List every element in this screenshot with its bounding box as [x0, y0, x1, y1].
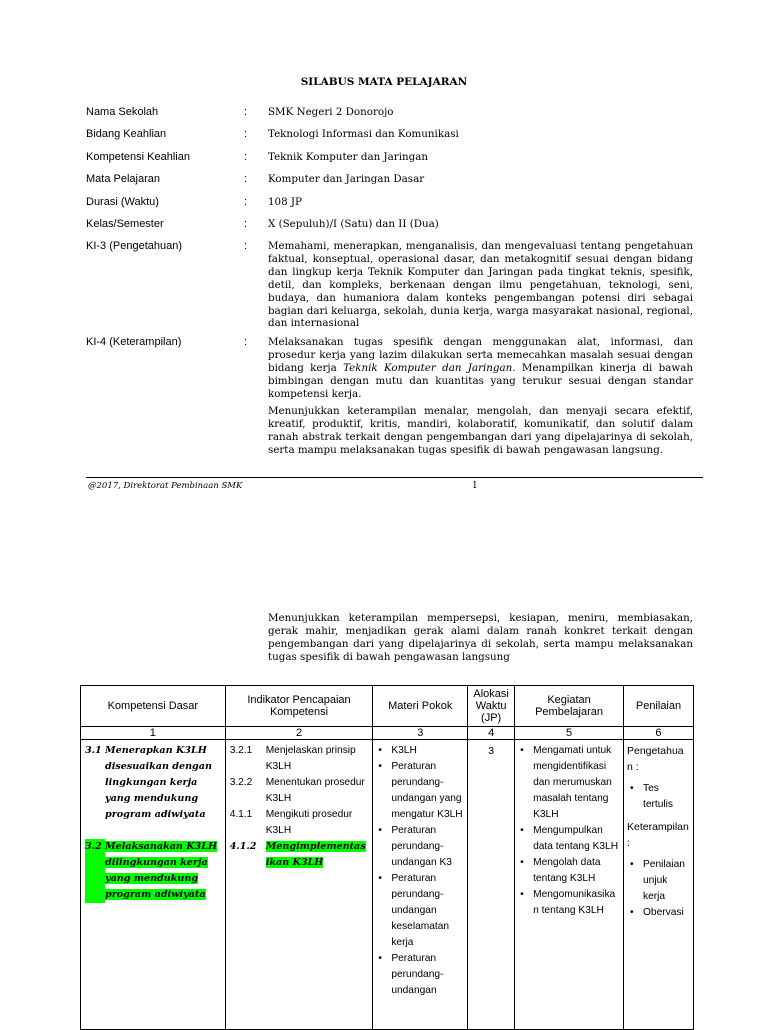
field-value: Teknologi Informasi dan Komunikasi	[268, 128, 459, 140]
ki4-p1-text-a: Melaksanakan tugas spesifik dengan menggunakan alat, informasi, dan prosedur kerja yang lazim dilakukan serta memecahkan masalah sesuai dengan bidang kerja	[268, 336, 693, 374]
penilaian-item: • Tes tertulis	[643, 781, 689, 813]
penilaian-keterampilan-list	[627, 857, 689, 921]
footer-page-number: 1	[472, 481, 478, 491]
field-colon: :	[244, 218, 248, 230]
table-number-row	[81, 727, 694, 740]
alokasi-value: 3	[488, 745, 495, 757]
document-title: SILABUS MATA PELAJARAN	[300, 76, 468, 88]
field-value: X (Sepuluh)/I (Satu) dan II (Dua)	[268, 218, 439, 230]
header-indikator: Indikator Pencapaian Kompetensi	[225, 686, 373, 727]
indikator-item	[230, 807, 369, 839]
field-label: KI-4 (Keterampilan)	[86, 336, 182, 348]
ki4-paragraph-3: Menunjukkan keterampilan mempersepsi, kesiapan, meniru, membiasakan, gerak mahir, menjadikan gerak alami dalam ranah konkret terkait dengan pengembangan dari yang dipelajarinya di sekolah, serta mampu melaksanakan tugas spesifik di bawah pengawasan langsung	[268, 612, 693, 663]
table-row	[81, 740, 694, 1030]
footer-divider	[86, 477, 703, 478]
indikator-item	[230, 743, 369, 775]
col-number: 3	[373, 727, 468, 740]
kd-item	[85, 743, 221, 823]
field-label: Kompetensi Keahlian	[86, 151, 190, 163]
materi-item: • Peraturan perundang-undangan K3	[391, 823, 463, 871]
ki4-paragraph-1	[268, 336, 693, 401]
header-kompetensi-dasar: Kompetensi Dasar	[81, 686, 226, 727]
cell-materi-pokok	[373, 740, 468, 1030]
indikator-number: 3.2.2	[229, 777, 253, 788]
materi-item: • Peraturan perundang-undangan keselamatan kerja	[391, 871, 463, 951]
kd-text: Melaksanakan K3LH dilingkungan kerja yang mendukung program adiwiyata	[105, 841, 218, 900]
indikator-number: 4.1.1	[229, 809, 253, 820]
field-value: Komputer dan Jaringan Dasar	[268, 173, 425, 185]
table-header-row	[81, 686, 694, 727]
footer-copyright: @2017, Direktorat Pembinaan SMK	[88, 481, 243, 491]
materi-item: • Peraturan perundang-undangan	[391, 951, 463, 999]
col-number: 5	[515, 727, 624, 740]
kd-number: 3.1	[85, 745, 102, 756]
field-colon: :	[244, 173, 248, 185]
col-number: 2	[225, 727, 373, 740]
field-label: Bidang Keahlian	[86, 128, 167, 140]
materi-item: • Peraturan perundang-undangan yang mengatur K3LH	[391, 759, 463, 823]
field-colon: :	[244, 240, 248, 252]
indikator-text: Mengimplementasikan K3LH	[265, 841, 366, 868]
header-materi-pokok: Materi Pokok	[373, 686, 468, 727]
field-label: KI-3 (Pengetahuan)	[86, 240, 183, 252]
penilaian-keterampilan-label: Keterampilan :	[626, 821, 689, 849]
materi-list	[375, 743, 463, 999]
ki4-paragraph-2: Menunjukkan keterampilan menalar, mengolah, dan menyaji secara efektif, kreatif, produktif, kritis, mandiri, kolaboratif, komunikatif, dan solutif dalam ranah abstrak terkait dengan pengembangan dari yang dipelajarinya di sekolah, serta mampu melaksanakan tugas spesifik di bawah pengawasan langsung.	[268, 405, 693, 456]
penilaian-pengetahuan-list	[627, 781, 689, 813]
kd-item-highlighted	[85, 839, 221, 903]
cell-indikator	[225, 740, 373, 1030]
field-colon: :	[244, 128, 248, 140]
col-number: 1	[81, 727, 226, 740]
field-label: Mata Pelajaran	[86, 173, 160, 185]
kegiatan-list	[517, 743, 619, 919]
indikator-text: Mengikuti prosedur K3LH	[265, 809, 353, 836]
kegiatan-item: • Mengomunikasikan tentang K3LH	[533, 887, 619, 919]
field-value: Memahami, menerapkan, menganalisis, dan mengevaluasi tentang pengetahuan faktual, konseptual, operasional dasar, dan metakognitif sesuai dengan bidang dan lingkup kerja Teknik Komputer dan Jaringan pada tingkat teknis, spesifik, detil, dan kompleks, berkenaan dengan ilmu pengetahuan, teknologi, seni, budaya, dan humaniora dalam konteks pengembangan potensi diri sebagai bagian dari keluarga, sekolah, dunia kerja, warga masyarakat nasional, regional, dan internasional	[268, 240, 693, 330]
field-colon: :	[244, 336, 248, 348]
kd-text: Menerapkan K3LH disesuaikan dengan lingkungan kerja yang mendukung program adiwiyata	[105, 745, 212, 820]
cell-kegiatan	[515, 740, 624, 1030]
field-value: Teknik Komputer dan Jaringan	[268, 151, 428, 163]
col-number: 4	[468, 727, 515, 740]
ki4-p1-text-b: . Menampilkan kinerja di bawah bimbingan dengan mutu dan kuantitas yang terukur sesuai dengan standar kompetensi kerja.	[268, 361, 693, 400]
indikator-number: 4.1.2	[229, 841, 257, 852]
penilaian-item: • Penilaian unjuk kerja	[643, 857, 689, 905]
penilaian-pengetahuan-label: Pengetahuan :	[626, 745, 684, 773]
kegiatan-item: • Mengumpulkan data tentang K3LH	[533, 823, 619, 855]
indikator-item	[230, 775, 369, 807]
header-kegiatan: Kegiatan Pembelajaran	[515, 686, 624, 727]
field-label: Durasi (Waktu)	[86, 196, 159, 208]
indikator-text: Menjelaskan prinsip K3LH	[265, 745, 356, 772]
ki4-p1-italic: Teknik Komputer dan Jaringan	[343, 361, 513, 374]
col-number: 6	[623, 727, 693, 740]
field-value: 108 JP	[268, 196, 302, 208]
indikator-item-highlighted	[230, 839, 369, 871]
cell-penilaian	[623, 740, 693, 1030]
field-colon: :	[244, 106, 248, 118]
indikator-number: 3.2.1	[229, 745, 253, 756]
cell-kompetensi-dasar	[81, 740, 226, 1030]
kd-number: 3.2	[85, 839, 105, 903]
field-colon: :	[244, 151, 248, 163]
field-label: Nama Sekolah	[86, 106, 159, 118]
indikator-text: Menentukan prosedur K3LH	[265, 777, 365, 804]
header-penilaian: Penilaian	[623, 686, 693, 727]
materi-item: • K3LH	[391, 743, 463, 759]
penilaian-item: • Obervasi	[643, 905, 689, 921]
field-label: Kelas/Semester	[86, 218, 164, 230]
header-alokasi-waktu: Alokasi Waktu (JP)	[468, 686, 515, 727]
kegiatan-item: • Mengamati untuk mengidentifikasi dan merumuskan masalah tentang K3LH	[533, 743, 619, 823]
field-colon: :	[244, 196, 248, 208]
syllabus-table	[80, 685, 694, 1030]
field-value: SMK Negeri 2 Donorojo	[268, 106, 394, 118]
kegiatan-item: • Mengolah data tentang K3LH	[533, 855, 619, 887]
cell-alokasi-waktu	[468, 740, 515, 1030]
